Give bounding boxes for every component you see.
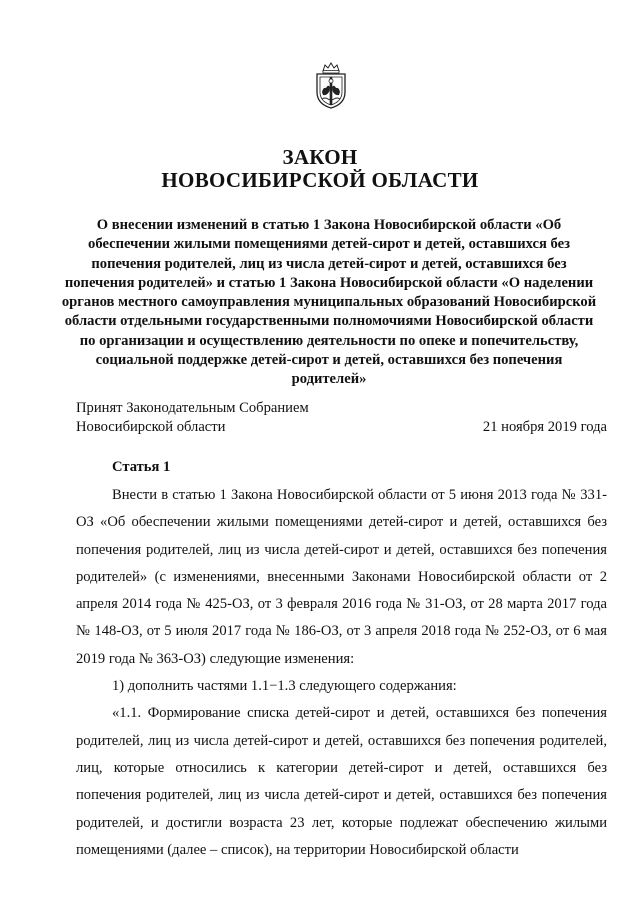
article-body xyxy=(76,482,607,864)
adoption-line-1: Принят Законодательным Собранием xyxy=(76,400,309,416)
article-paragraph: 1) дополнить частями 1.1−1.3 следующего содержания: xyxy=(112,678,457,695)
adoption-info xyxy=(76,399,309,437)
adoption-date: 21 ноября 2019 года xyxy=(482,419,607,435)
coat-of-arms-icon xyxy=(313,62,349,110)
article-paragraph: «1.1. Формирование списка детей-сирот и детей, оставшихся без попечения родителей, лиц из числа детей-сирот и детей, оставшихся без попечения родителей, лиц, которые относились к категории детей-сирот и детей, оставшихся без попечения родителей, лиц из числа детей-сирот и детей, оставшихся без попечения родителей, и достигли возраста 23 лет, которые подлежат обеспечению жилыми помещениями (далее – список), на территории Новосибирской области xyxy=(76,705,607,858)
document-issuer: НОВОСИБИРСКОЙ ОБЛАСТИ xyxy=(161,168,479,192)
article-heading: Статья 1 xyxy=(112,459,171,475)
article-paragraph: Внести в статью 1 Закона Новосибирской области от 5 июня 2013 года № 331-ОЗ «Об обеспечении жилыми помещениями детей-сирот и детей, оставшихся без попечения родителей, лиц из числа детей-сирот и детей, оставшихся без попечения родителей» (с изменениями, внесенными Законами Новосибирской области от 2 апреля 2014 года № 425-ОЗ, от 3 февраля 2016 года № 31-ОЗ, от 28 марта 2017 года № 148-ОЗ, от 5 июля 2017 года № 186-ОЗ, от 3 апреля 2018 года № 252-ОЗ, от 6 мая 2019 года № 363-ОЗ) следующие изменения: xyxy=(76,487,607,667)
adoption-line-2: Новосибирской области xyxy=(76,419,226,435)
law-subject: О внесении изменений в статью 1 Закона Новосибирской области «Об обеспечении жилыми помещениями детей-сирот и детей, оставшихся без попечения родителей, лиц из числа детей-сирот и детей, оставшихся без попечения родителей» и статью 1 Закона Новосибирской области «О наделении органов местного самоуправления муниципальных образований Новосибирской области отдельными государственными полномочиями Новосибирской области по организации и осуществлению деятельности по опеке и попечительству, социальной поддержке детей-сирот и детей, оставшихся без попечения родителей» xyxy=(61,217,597,388)
document-title: ЗАКОН xyxy=(282,145,358,169)
